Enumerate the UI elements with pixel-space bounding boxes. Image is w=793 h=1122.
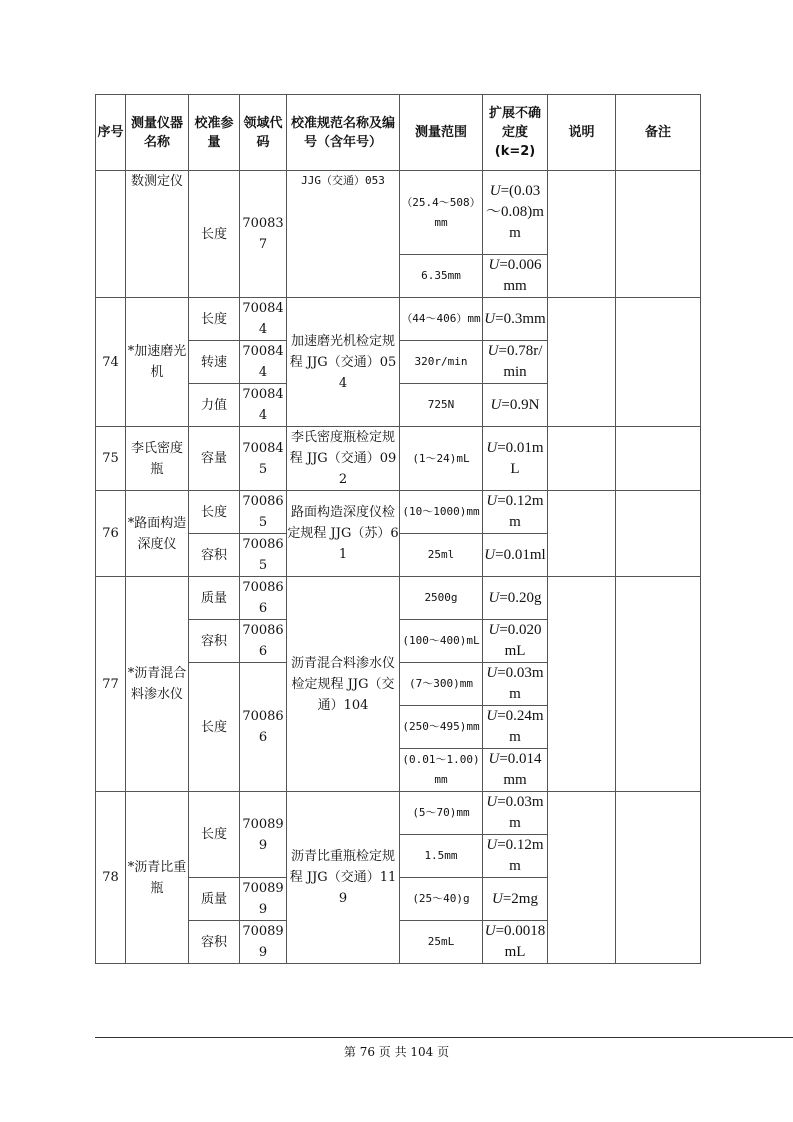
code-cell: 700865	[240, 534, 287, 577]
range-cell: 6.35mm	[400, 255, 483, 298]
code-cell: 700866	[240, 663, 287, 792]
range-cell: (25～40)g	[400, 878, 483, 921]
parameter-cell: 容积	[189, 620, 240, 663]
note-cell	[548, 298, 616, 427]
uncertainty-cell: U=0.01ml	[483, 534, 548, 577]
uncertainty-cell: U=0.020mL	[483, 620, 548, 663]
parameter-cell: 长度	[189, 298, 240, 341]
range-cell: 725N	[400, 384, 483, 427]
note-cell	[548, 792, 616, 964]
parameter-cell: 容积	[189, 921, 240, 964]
instrument-cell: 李氏密度瓶	[126, 427, 189, 491]
uncertainty-cell: U=0.20g	[483, 577, 548, 620]
uncertainty-cell: U=0.24mm	[483, 706, 548, 749]
header-parameter: 校准参量	[189, 95, 240, 171]
no-cell: 78	[96, 792, 126, 964]
table-row	[96, 171, 701, 255]
parameter-cell: 长度	[189, 792, 240, 878]
footer-divider	[95, 1037, 793, 1038]
code-cell: 700899	[240, 921, 287, 964]
range-cell: （25.4～508）mm	[400, 171, 483, 255]
instrument-cell: 数测定仪	[126, 171, 189, 298]
table-row	[96, 491, 701, 534]
uncertainty-cell: U=0.03mm	[483, 792, 548, 835]
remark-cell	[616, 577, 701, 792]
uncertainty-cell: U=0.12mm	[483, 491, 548, 534]
note-cell	[548, 427, 616, 491]
uncertainty-cell: U=2mg	[483, 878, 548, 921]
range-cell: (7～300)mm	[400, 663, 483, 706]
uncertainty-cell: U=0.01mL	[483, 427, 548, 491]
spec-cell: 加速磨光机检定规程 JJG（交通）054	[287, 298, 400, 427]
code-cell: 700865	[240, 491, 287, 534]
header-range: 测量范围	[400, 95, 483, 171]
uncertainty-cell: U=0.12mm	[483, 835, 548, 878]
range-cell: 320r/min	[400, 341, 483, 384]
uncertainty-cell: U=0.9N	[483, 384, 548, 427]
no-cell: 75	[96, 427, 126, 491]
uncertainty-cell: U=0.0018mL	[483, 921, 548, 964]
remark-cell	[616, 298, 701, 427]
code-cell: 700844	[240, 384, 287, 427]
instrument-cell: *加速磨光机	[126, 298, 189, 427]
no-cell: 77	[96, 577, 126, 792]
table-row	[96, 792, 701, 835]
uncertainty-cell: U=0.014mm	[483, 749, 548, 792]
calibration-table	[95, 94, 701, 964]
header-remark: 备注	[616, 95, 701, 171]
remark-cell	[616, 792, 701, 964]
table-row	[96, 577, 701, 620]
header-code: 领域代码	[240, 95, 287, 171]
code-cell: 700866	[240, 577, 287, 620]
range-cell: 2500g	[400, 577, 483, 620]
uncertainty-cell: U=0.3mm	[483, 298, 548, 341]
parameter-cell: 转速	[189, 341, 240, 384]
header-instrument: 测量仪器名称	[126, 95, 189, 171]
parameter-cell: 质量	[189, 878, 240, 921]
instrument-cell: *沥青比重瓶	[126, 792, 189, 964]
page-number: 第 76 页 共 104 页	[343, 1045, 450, 1059]
note-cell	[548, 577, 616, 792]
range-cell: （44～406）mm	[400, 298, 483, 341]
code-cell: 700899	[240, 878, 287, 921]
code-cell: 700845	[240, 427, 287, 491]
range-cell: 1.5mm	[400, 835, 483, 878]
no-cell: 74	[96, 298, 126, 427]
header-note: 说明	[548, 95, 616, 171]
parameter-cell: 容量	[189, 427, 240, 491]
range-cell: (1～24)mL	[400, 427, 483, 491]
uncertainty-cell: U=0.006mm	[483, 255, 548, 298]
uncertainty-cell: U=0.03mm	[483, 663, 548, 706]
spec-cell: 李氏密度瓶检定规程 JJG（交通）092	[287, 427, 400, 491]
instrument-cell: *路面构造深度仪	[126, 491, 189, 577]
parameter-cell: 长度	[189, 663, 240, 792]
uncertainty-cell: U=(0.03～0.08)mm	[483, 171, 548, 255]
table-row	[96, 427, 701, 491]
code-cell: 700844	[240, 341, 287, 384]
parameter-cell: 质量	[189, 577, 240, 620]
instrument-cell: *沥青混合料渗水仪	[126, 577, 189, 792]
code-cell: 700837	[240, 171, 287, 298]
no-cell: 76	[96, 491, 126, 577]
parameter-cell: 容积	[189, 534, 240, 577]
table-row	[96, 298, 701, 341]
header-spec: 校准规范名称及编号（含年号）	[287, 95, 400, 171]
code-cell: 700844	[240, 298, 287, 341]
header-row	[96, 95, 701, 171]
parameter-cell: 长度	[189, 171, 240, 298]
range-cell: (100～400)mL	[400, 620, 483, 663]
parameter-cell: 力值	[189, 384, 240, 427]
range-cell: (250～495)mm	[400, 706, 483, 749]
range-cell: (0.01～1.00)mm	[400, 749, 483, 792]
header-uncertainty: 扩展不确定度 (k=2)	[483, 95, 548, 171]
spec-cell: JJG（交通）053	[287, 171, 400, 298]
remark-cell	[616, 491, 701, 577]
spec-cell: 沥青比重瓶检定规程 JJG（交通）119	[287, 792, 400, 964]
remark-cell	[616, 171, 701, 298]
range-cell: (10～1000)mm	[400, 491, 483, 534]
spec-cell: 路面构造深度仪检定规程 JJG（苏）61	[287, 491, 400, 577]
no-cell	[96, 171, 126, 298]
parameter-cell: 长度	[189, 491, 240, 534]
code-cell: 700866	[240, 620, 287, 663]
uncertainty-cell: U=0.78r/min	[483, 341, 548, 384]
range-cell: (5～70)mm	[400, 792, 483, 835]
header-no: 序号	[96, 95, 126, 171]
note-cell	[548, 171, 616, 298]
spec-cell: 沥青混合料渗水仪检定规程 JJG（交通）104	[287, 577, 400, 792]
code-cell: 700899	[240, 792, 287, 878]
range-cell: 25ml	[400, 534, 483, 577]
range-cell: 25mL	[400, 921, 483, 964]
remark-cell	[616, 427, 701, 491]
note-cell	[548, 491, 616, 577]
